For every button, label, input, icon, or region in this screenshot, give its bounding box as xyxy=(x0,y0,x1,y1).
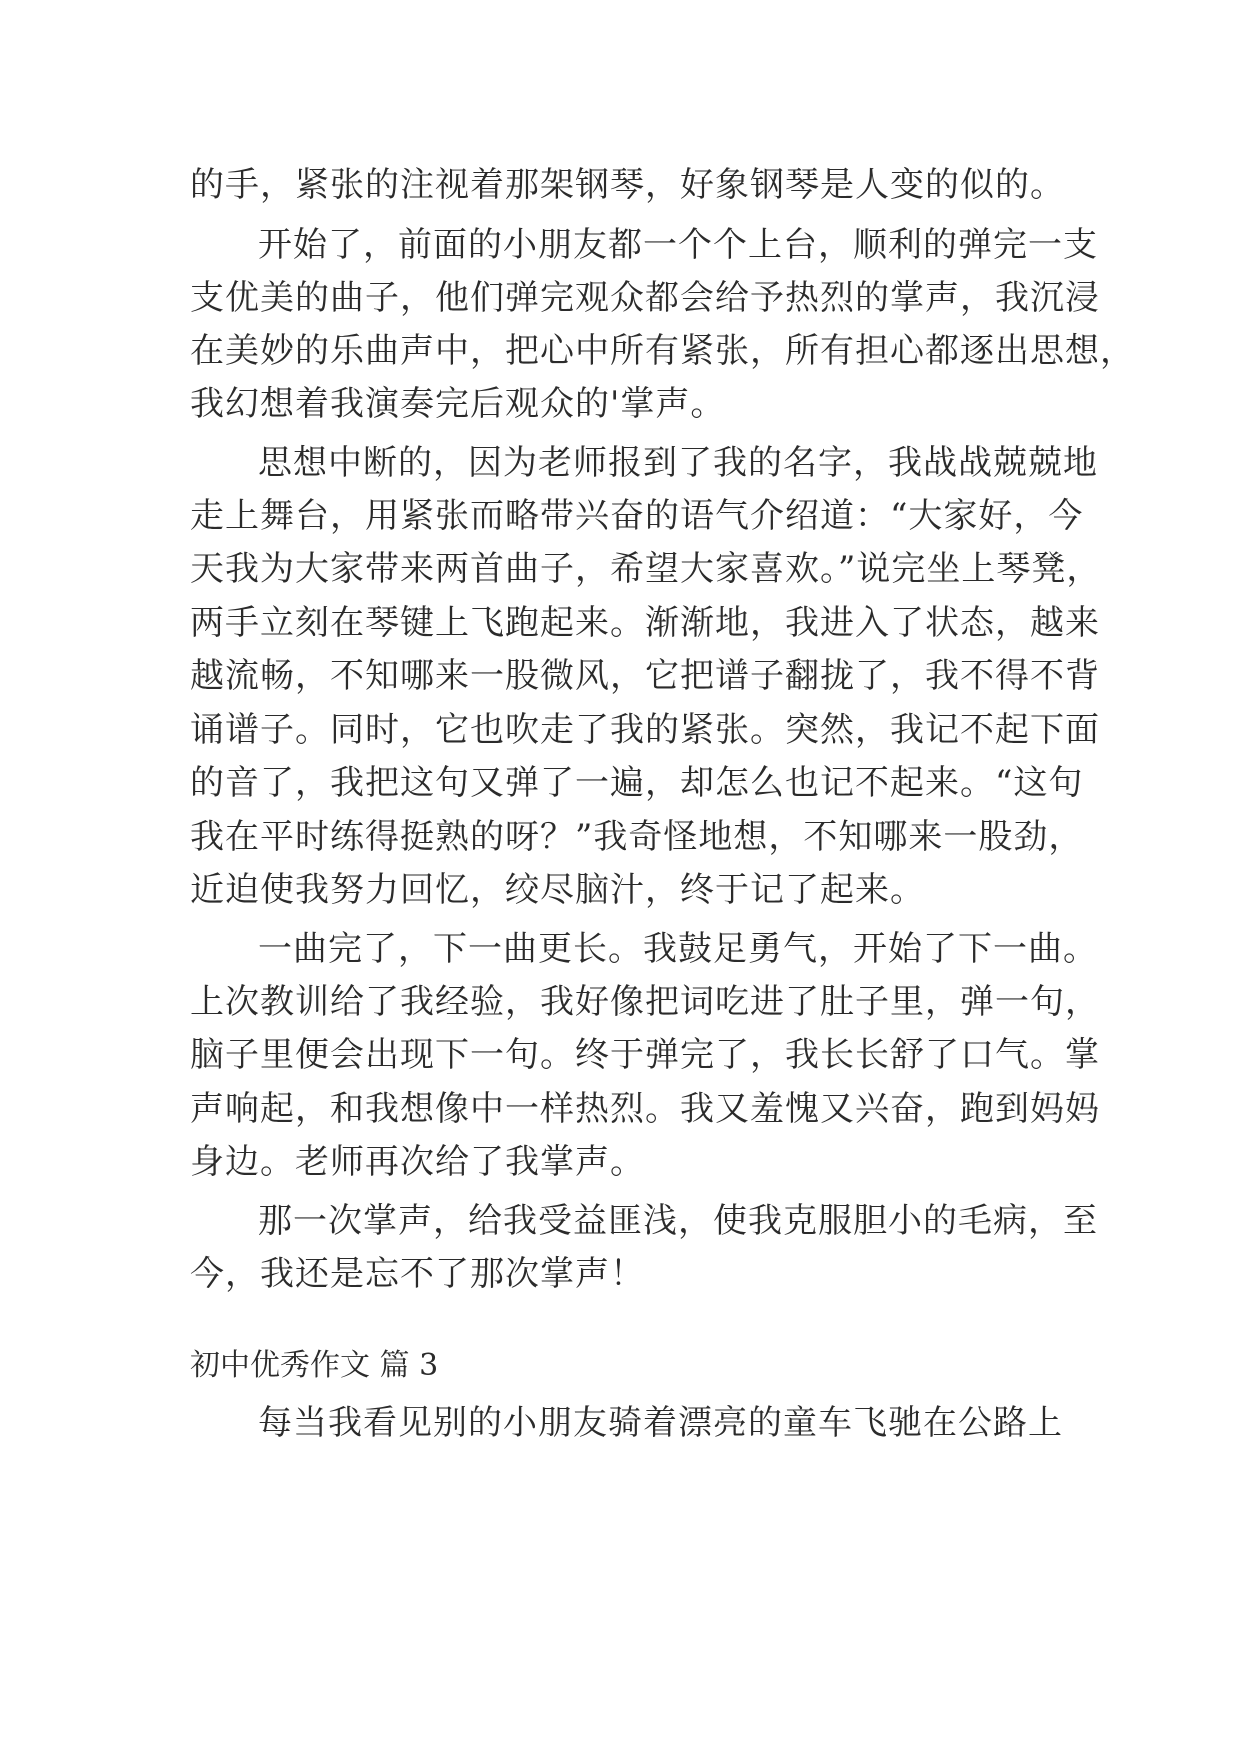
paragraph-line: 今，我还是忘不了那次掌声！ xyxy=(190,1254,645,1294)
paragraph-line: 我幻想着我演奏完后观众的'掌声。 xyxy=(190,384,726,424)
paragraph-line: 我在平时练得挺熟的呀？”我奇怪地想，不知哪来一股劲， xyxy=(190,817,1084,857)
paragraph-line: 越流畅，不知哪来一股微风，它把谱子翻拢了，我不得不背 xyxy=(190,656,1100,696)
paragraph-line: 的音了，我把这句又弹了一遍，却怎么也记不起来。“这句 xyxy=(190,763,1084,803)
paragraph-line: 一曲完了，下一曲更长。我鼓足勇气，开始了下一曲。 xyxy=(258,929,1098,969)
paragraph-line: 天我为大家带来两首曲子，希望大家喜欢。”说完坐上琴凳， xyxy=(190,549,1102,589)
paragraph-line: 思想中断的，因为老师报到了我的名字，我战战兢兢地 xyxy=(258,443,1098,483)
paragraph-line: 上次教训给了我经验，我好像把词吃进了肚子里，弹一句， xyxy=(190,982,1100,1022)
paragraph-line: 诵谱子。同时，它也吹走了我的紧张。突然，我记不起下面 xyxy=(190,710,1100,750)
paragraph-line: 脑子里便会出现下一句。终于弹完了，我长长舒了口气。掌 xyxy=(190,1035,1100,1075)
section-heading: 初中优秀作文 篇 3 xyxy=(190,1348,439,1383)
paragraph-line: 每当我看见别的小朋友骑着漂亮的童车飞驰在公路上 xyxy=(258,1403,1063,1443)
paragraph-line: 近迫使我努力回忆，绞尽脑汁，终于记了起来。 xyxy=(190,870,925,910)
paragraph-line: 声响起，和我想像中一样热烈。我又羞愧又兴奋，跑到妈妈 xyxy=(190,1089,1100,1129)
paragraph-line: 在美妙的乐曲声中，把心中所有紧张，所有担心都逐出思想， xyxy=(190,331,1135,371)
paragraph-line: 两手立刻在琴键上飞跑起来。渐渐地，我进入了状态，越来 xyxy=(190,603,1100,643)
paragraph-line: 走上舞台，用紧张而略带兴奋的语气介绍道：“大家好，今 xyxy=(190,496,1084,536)
paragraph-line: 身边。老师再次给了我掌声。 xyxy=(190,1142,645,1182)
paragraph-line: 的手，紧张的注视着那架钢琴，好象钢琴是人变的似的。 xyxy=(190,165,1065,205)
paragraph-line: 那一次掌声，给我受益匪浅，使我克服胆小的毛病，至 xyxy=(258,1201,1098,1241)
paragraph-line: 开始了，前面的小朋友都一个个上台，顺利的弹完一支 xyxy=(258,225,1098,265)
paragraph-line: 支优美的曲子，他们弹完观众都会给予热烈的掌声，我沉浸 xyxy=(190,278,1100,318)
